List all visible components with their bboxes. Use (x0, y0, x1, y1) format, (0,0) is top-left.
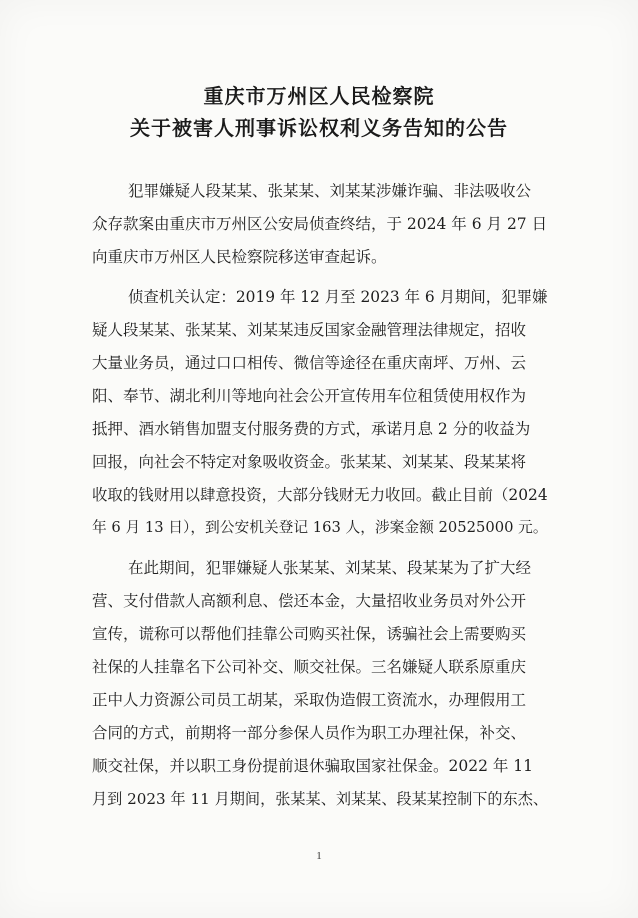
body-line-10: 收取的钱财用以肆意投资，大部分钱财无力收回。截止目前（2024 (92, 486, 548, 504)
body-line-12: 在此期间，犯罪嫌疑人张某某、刘某某、段某某为了扩大经 (128, 559, 532, 577)
body-line-6: 大量业务员，通过口口相传、微信等途径在重庆南坪、万州、云 (92, 354, 527, 372)
body-line-19: 月到 2023 年 11 月期间，张某某、刘某某、段某某控制下的东杰、 (92, 790, 549, 808)
body-line-8: 抵押、酒水销售加盟支付服务费的方式，承诺月息 2 分的收益为 (92, 420, 531, 438)
page-number: 1 (316, 850, 322, 862)
body-line-14: 宣传，谎称可以帮他们挂靠公司购买社保，诱骗社会上需要购买 (92, 625, 527, 643)
body-line-11: 年 6 月 13 日），到公安机关登记 163 人，涉案金额 20525000 元。 (92, 519, 548, 536)
body-line-17: 合同的方式，前期将一部分参保人员作为职工办理社保，补交、 (92, 724, 527, 742)
body-line-3: 向重庆市万州区人民检察院移送审查起诉。 (92, 248, 387, 266)
body-line-7: 阳、奉节、湖北利川等地向社会公开宣传用车位租赁使用权作为 (92, 387, 527, 405)
document-title-line2: 关于被害人刑事诉讼权利义务告知的公告 (130, 116, 508, 140)
body-line-15: 社保的人挂靠名下公司补交、顺交社保。三名嫌疑人联系原重庆 (92, 658, 527, 676)
body-line-13: 营、支付借款人高额利息、偿还本金，大量招收业务员对外公开 (92, 592, 527, 610)
body-line-1: 犯罪嫌疑人段某某、张某某、刘某某涉嫌诈骗、非法吸收公 (128, 182, 532, 200)
body-line-5: 疑人段某某、张某某、刘某某违反国家金融管理法律规定，招收 (92, 321, 527, 339)
body-line-4: 侦查机关认定：2019 年 12 月至 2023 年 6 月期间，犯罪嫌 (128, 288, 548, 306)
document-title-line1: 重庆市万州区人民检察院 (203, 84, 435, 108)
body-line-16: 正中人力资源公司员工胡某，采取伪造假工资流水，办理假用工 (92, 691, 527, 709)
body-line-18: 顺交社保，并以职工身份提前退休骗取国家社保金。2022 年 11 (92, 757, 534, 775)
body-line-2: 众存款案由重庆市万州区公安局侦查终结，于 2024 年 6 月 27 日 (92, 215, 548, 233)
body-line-9: 回报，向社会不特定对象吸收资金。张某某、刘某某、段某某将 (92, 453, 527, 471)
